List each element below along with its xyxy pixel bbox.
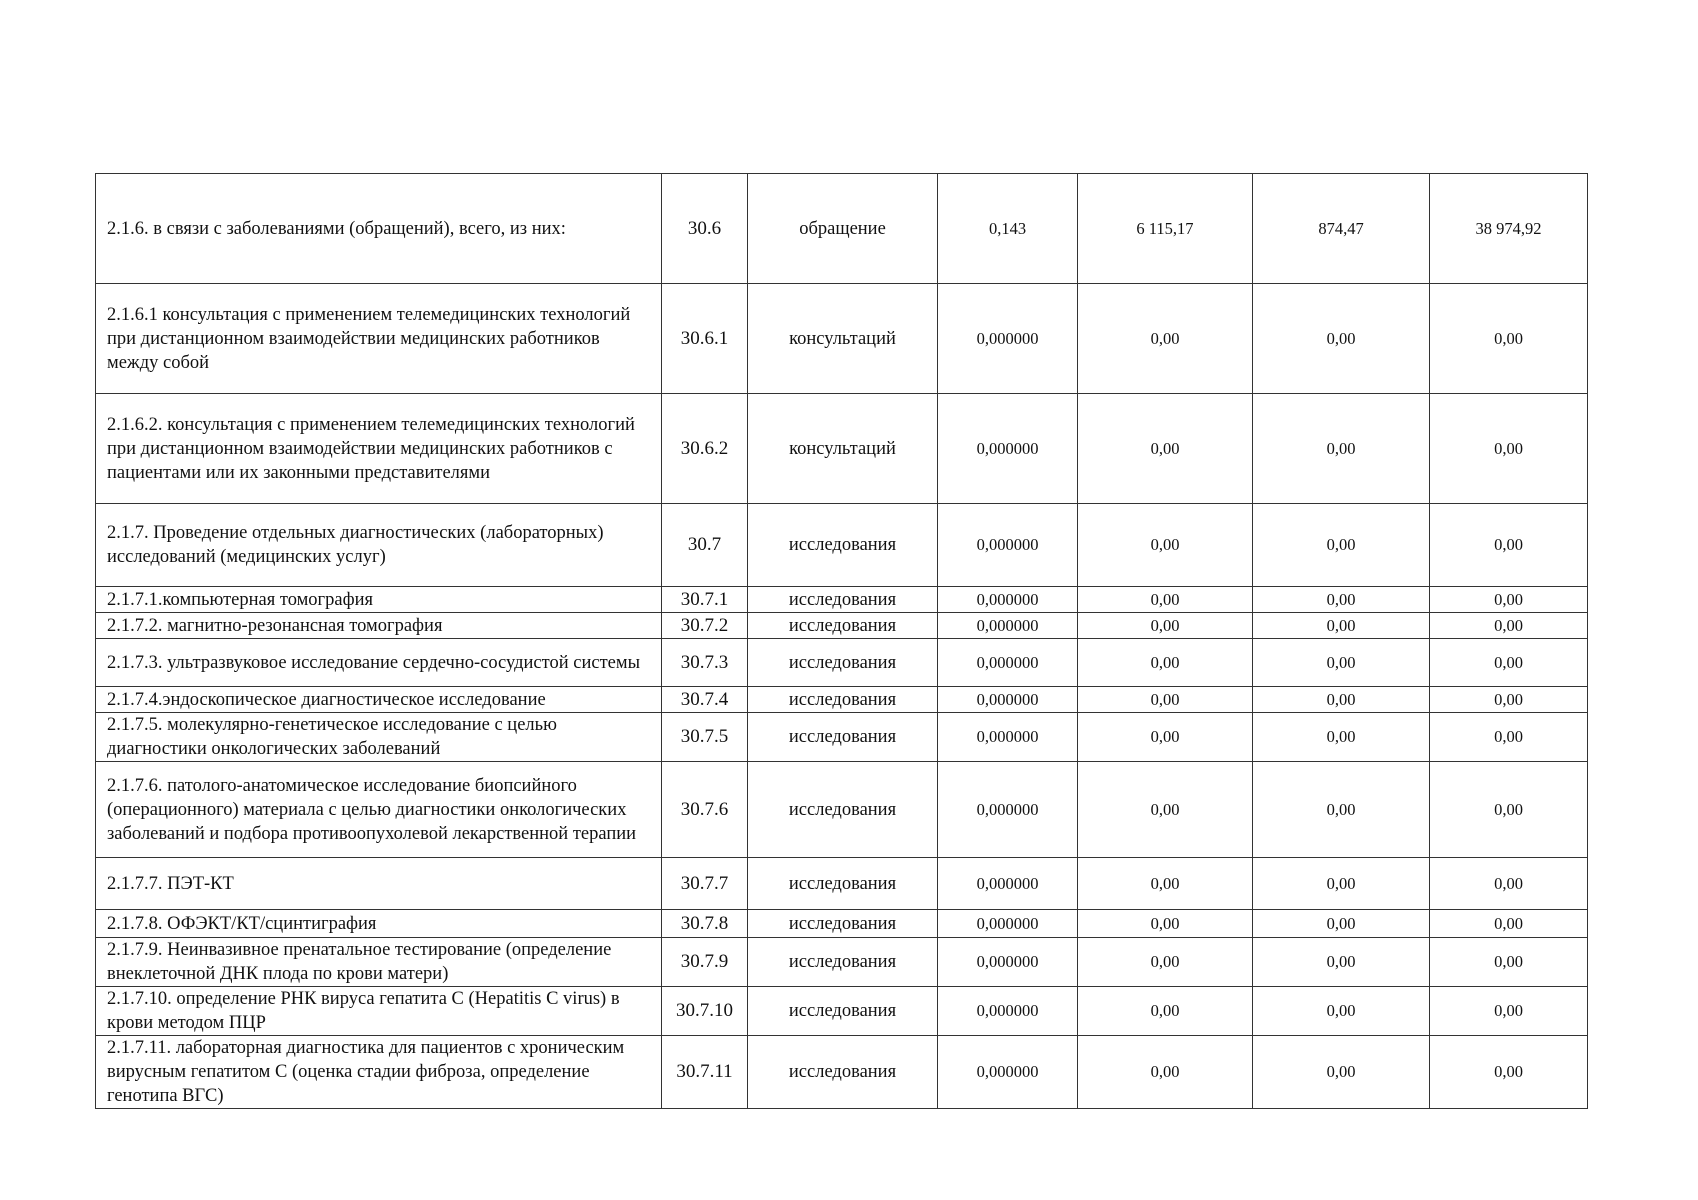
- value-col-3: 874,47: [1253, 174, 1430, 284]
- row-code: 30.7.6: [662, 762, 748, 858]
- value-col-2: 0,00: [1078, 587, 1253, 613]
- value-col-4: 0,00: [1430, 910, 1588, 938]
- service-name: 2.1.7.1.компьютерная томография: [96, 587, 662, 613]
- table-row: [96, 713, 1588, 762]
- unit-of-measure: исследования: [748, 713, 938, 762]
- value-col-1: 0,000000: [938, 284, 1078, 394]
- services-table: [95, 173, 1588, 1109]
- value-col-1: 0,000000: [938, 639, 1078, 687]
- value-col-1: 0,000000: [938, 587, 1078, 613]
- value-col-3: 0,00: [1253, 910, 1430, 938]
- row-code: 30.7: [662, 504, 748, 587]
- service-name: 2.1.7.4.эндоскопическое диагностическое исследование: [96, 687, 662, 713]
- value-col-1: 0,000000: [938, 910, 1078, 938]
- value-col-2: 0,00: [1078, 284, 1253, 394]
- value-col-1: 0,143: [938, 174, 1078, 284]
- value-col-3: 0,00: [1253, 284, 1430, 394]
- value-col-4: 0,00: [1430, 987, 1588, 1036]
- table-row: [96, 284, 1588, 394]
- table-row: [96, 639, 1588, 687]
- unit-of-measure: консультаций: [748, 284, 938, 394]
- value-col-1: 0,000000: [938, 504, 1078, 587]
- value-col-3: 0,00: [1253, 504, 1430, 587]
- value-col-1: 0,000000: [938, 987, 1078, 1036]
- row-code: 30.7.7: [662, 858, 748, 910]
- table-row: [96, 174, 1588, 284]
- value-col-4: 0,00: [1430, 858, 1588, 910]
- unit-of-measure: обращение: [748, 174, 938, 284]
- table-row: [96, 504, 1588, 587]
- table-row: [96, 938, 1588, 987]
- service-name: 2.1.7.5. молекулярно-генетическое исследование с целью диагностики онкологических заболеваний: [96, 713, 662, 762]
- service-name: 2.1.7.3. ультразвуковое исследование сердечно-сосудистой системы: [96, 639, 662, 687]
- value-col-1: 0,000000: [938, 687, 1078, 713]
- value-col-2: 0,00: [1078, 762, 1253, 858]
- value-col-2: 0,00: [1078, 1036, 1253, 1109]
- value-col-4: 0,00: [1430, 639, 1588, 687]
- table-row: [96, 1036, 1588, 1109]
- value-col-1: 0,000000: [938, 1036, 1078, 1109]
- value-col-3: 0,00: [1253, 858, 1430, 910]
- table-row: [96, 587, 1588, 613]
- service-name: 2.1.7.9. Неинвазивное пренатальное тестирование (определение внеклеточной ДНК плода по крови матери): [96, 938, 662, 987]
- table-row: [96, 910, 1588, 938]
- row-code: 30.7.8: [662, 910, 748, 938]
- value-col-1: 0,000000: [938, 858, 1078, 910]
- unit-of-measure: исследования: [748, 613, 938, 639]
- value-col-3: 0,00: [1253, 687, 1430, 713]
- value-col-3: 0,00: [1253, 713, 1430, 762]
- value-col-4: 0,00: [1430, 394, 1588, 504]
- value-col-4: 0,00: [1430, 1036, 1588, 1109]
- value-col-2: 0,00: [1078, 713, 1253, 762]
- service-name: 2.1.7.11. лабораторная диагностика для пациентов с хроническим вирусным гепатитом С (оценка стадии фиброза, определение генотипа ВГС): [96, 1036, 662, 1109]
- row-code: 30.7.11: [662, 1036, 748, 1109]
- value-col-3: 0,00: [1253, 394, 1430, 504]
- service-name: 2.1.7.6. патолого-анатомическое исследование биопсийного (операционного) материала с целью диагностики онкологических заболеваний и подбора противоопухолевой лекарственной терапии: [96, 762, 662, 858]
- value-col-3: 0,00: [1253, 587, 1430, 613]
- value-col-2: 0,00: [1078, 613, 1253, 639]
- row-code: 30.7.5: [662, 713, 748, 762]
- unit-of-measure: исследования: [748, 910, 938, 938]
- row-code: 30.6: [662, 174, 748, 284]
- unit-of-measure: исследования: [748, 504, 938, 587]
- service-name: 2.1.7.10. определение РНК вируса гепатита С (Hepatitis C virus) в крови методом ПЦР: [96, 987, 662, 1036]
- value-col-2: 0,00: [1078, 504, 1253, 587]
- value-col-4: 0,00: [1430, 713, 1588, 762]
- service-name: 2.1.6. в связи с заболеваниями (обращений), всего, из них:: [96, 174, 662, 284]
- unit-of-measure: консультаций: [748, 394, 938, 504]
- value-col-1: 0,000000: [938, 762, 1078, 858]
- value-col-1: 0,000000: [938, 938, 1078, 987]
- unit-of-measure: исследования: [748, 639, 938, 687]
- value-col-3: 0,00: [1253, 639, 1430, 687]
- table-row: [96, 762, 1588, 858]
- row-code: 30.7.10: [662, 987, 748, 1036]
- service-name: 2.1.7. Проведение отдельных диагностических (лабораторных) исследований (медицинских услуг): [96, 504, 662, 587]
- unit-of-measure: исследования: [748, 938, 938, 987]
- row-code: 30.7.1: [662, 587, 748, 613]
- value-col-1: 0,000000: [938, 613, 1078, 639]
- table-row: [96, 987, 1588, 1036]
- row-code: 30.7.9: [662, 938, 748, 987]
- service-name: 2.1.6.1 консультация с применением телемедицинских технологий при дистанционном взаимодействии медицинских работников между собой: [96, 284, 662, 394]
- table-row: [96, 687, 1588, 713]
- value-col-2: 0,00: [1078, 394, 1253, 504]
- unit-of-measure: исследования: [748, 587, 938, 613]
- unit-of-measure: исследования: [748, 687, 938, 713]
- value-col-4: 0,00: [1430, 587, 1588, 613]
- table-row: [96, 394, 1588, 504]
- value-col-2: 0,00: [1078, 687, 1253, 713]
- unit-of-measure: исследования: [748, 858, 938, 910]
- row-code: 30.7.3: [662, 639, 748, 687]
- value-col-2: 0,00: [1078, 910, 1253, 938]
- row-code: 30.6.2: [662, 394, 748, 504]
- value-col-4: 38 974,92: [1430, 174, 1588, 284]
- service-name: 2.1.6.2. консультация с применением телемедицинских технологий при дистанционном взаимодействии медицинских работников с пациентами или их законными представителями: [96, 394, 662, 504]
- value-col-4: 0,00: [1430, 613, 1588, 639]
- value-col-3: 0,00: [1253, 613, 1430, 639]
- value-col-2: 0,00: [1078, 987, 1253, 1036]
- service-name: 2.1.7.8. ОФЭКТ/КТ/сцинтиграфия: [96, 910, 662, 938]
- table-row: [96, 613, 1588, 639]
- row-code: 30.7.4: [662, 687, 748, 713]
- value-col-4: 0,00: [1430, 938, 1588, 987]
- value-col-4: 0,00: [1430, 284, 1588, 394]
- value-col-4: 0,00: [1430, 687, 1588, 713]
- value-col-1: 0,000000: [938, 713, 1078, 762]
- value-col-3: 0,00: [1253, 938, 1430, 987]
- unit-of-measure: исследования: [748, 1036, 938, 1109]
- unit-of-measure: исследования: [748, 762, 938, 858]
- row-code: 30.7.2: [662, 613, 748, 639]
- value-col-2: 6 115,17: [1078, 174, 1253, 284]
- value-col-4: 0,00: [1430, 504, 1588, 587]
- table-row: [96, 858, 1588, 910]
- unit-of-measure: исследования: [748, 987, 938, 1036]
- value-col-1: 0,000000: [938, 394, 1078, 504]
- value-col-2: 0,00: [1078, 858, 1253, 910]
- value-col-2: 0,00: [1078, 639, 1253, 687]
- value-col-3: 0,00: [1253, 987, 1430, 1036]
- value-col-4: 0,00: [1430, 762, 1588, 858]
- service-name: 2.1.7.7. ПЭТ-КТ: [96, 858, 662, 910]
- value-col-2: 0,00: [1078, 938, 1253, 987]
- value-col-3: 0,00: [1253, 762, 1430, 858]
- value-col-3: 0,00: [1253, 1036, 1430, 1109]
- row-code: 30.6.1: [662, 284, 748, 394]
- service-name: 2.1.7.2. магнитно-резонансная томография: [96, 613, 662, 639]
